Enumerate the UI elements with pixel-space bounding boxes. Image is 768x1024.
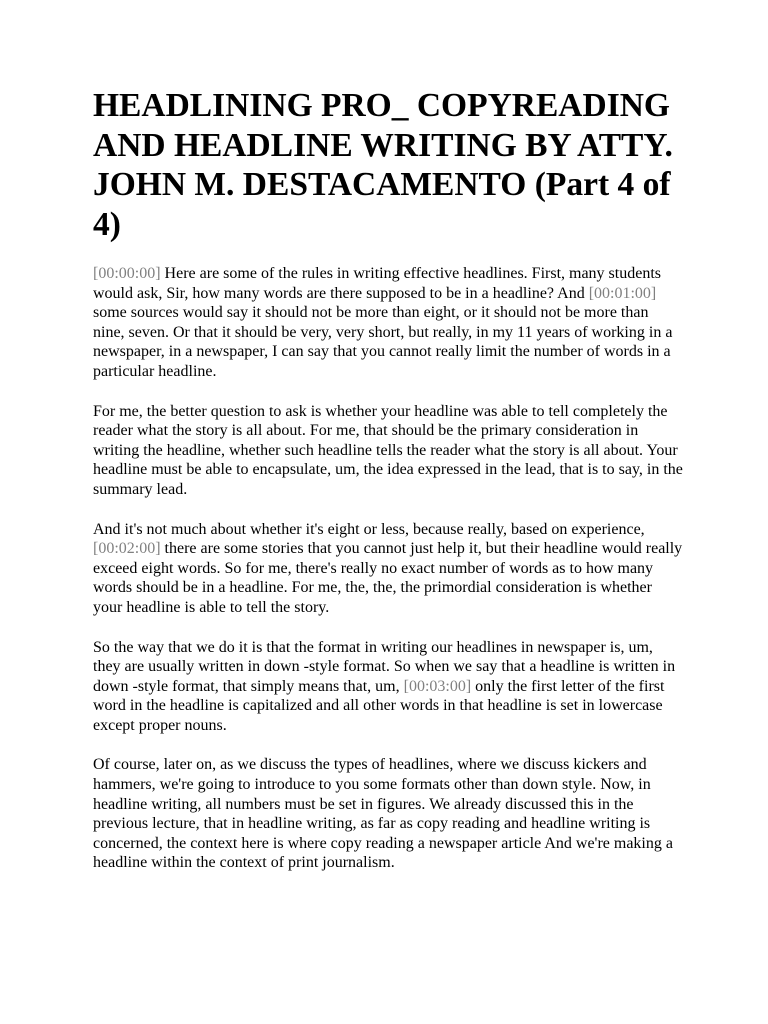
timestamp: [00:02:00]: [93, 540, 161, 558]
timestamp: [00:01:00]: [588, 284, 657, 302]
paragraph: [93, 638, 683, 736]
paragraph-text: For me, the better question to ask is whether your headline was able to tell completely the reader what the story is all about. For me, that should be the primary consideration in writing the headline, whether such headline tells the reader what the story is all about. Your headline must be able to encapsulate, um, the idea expressed in the lead, that is to say, in the summary lead.: [93, 402, 683, 498]
paragraph-text: some sources would say it should not be more than eight, or it should not be more than nine, seven. Or that it should be very, very short, but really, in my 11 years of working in a newspaper, in a newspaper, I can say that you cannot really limit the number of words in a particular headline.: [93, 304, 673, 380]
paragraph-text: Of course, later on, as we discuss the types of headlines, where we discuss kickers and hammers, we're going to introduce to you some formats other than down style. Now, in headline writing, all numbers must be set in figures. We already discussed this in the previous lecture, that in headline writing, as far as copy reading and headline writing is concerned, the context here is where copy reading a newspaper article And we're making a headline within the context of print journalism.: [93, 756, 673, 872]
paragraph-text: Here are some of the rules in writing effective headlines. First, many students would ask, Sir, how many words are there supposed to be in a headline? And: [93, 265, 661, 302]
paragraph-text: And it's not much about whether it's eight or less, because really, based on experience,: [93, 520, 645, 538]
paragraph: [93, 755, 683, 873]
paragraph-text: there are some stories that you cannot just help it, but their headline would really exceed eight words. So for me, there's really no exact number of words as to how many words should be in a headline. For me, the, the, the primordial consideration is whether your headline is able to tell the story.: [93, 540, 683, 616]
paragraph: [93, 264, 683, 382]
paragraph: [93, 402, 683, 500]
timestamp: [00:03:00]: [403, 677, 472, 695]
document-body: [93, 264, 683, 873]
document-title: HEADLINING PRO_ COPYREADING AND HEADLINE WRITING BY ATTY. JOHN M. DESTACAMENTO (Part 4 of 4): [93, 87, 673, 243]
paragraph-text: So the way that we do it is that the format in writing our headlines in newspaper is, um, they are usually written in down -style format. So when we say that a headline is written in down -style format, that simply means that, um,: [93, 638, 676, 695]
paragraph: [93, 520, 683, 618]
timestamp: [00:00:00]: [93, 265, 161, 282]
document-page: [93, 86, 683, 893]
paragraph-text: only the first letter of the first word in the headline is capitalized and all other words in that headline is set in lowercase except proper nouns.: [93, 677, 665, 734]
